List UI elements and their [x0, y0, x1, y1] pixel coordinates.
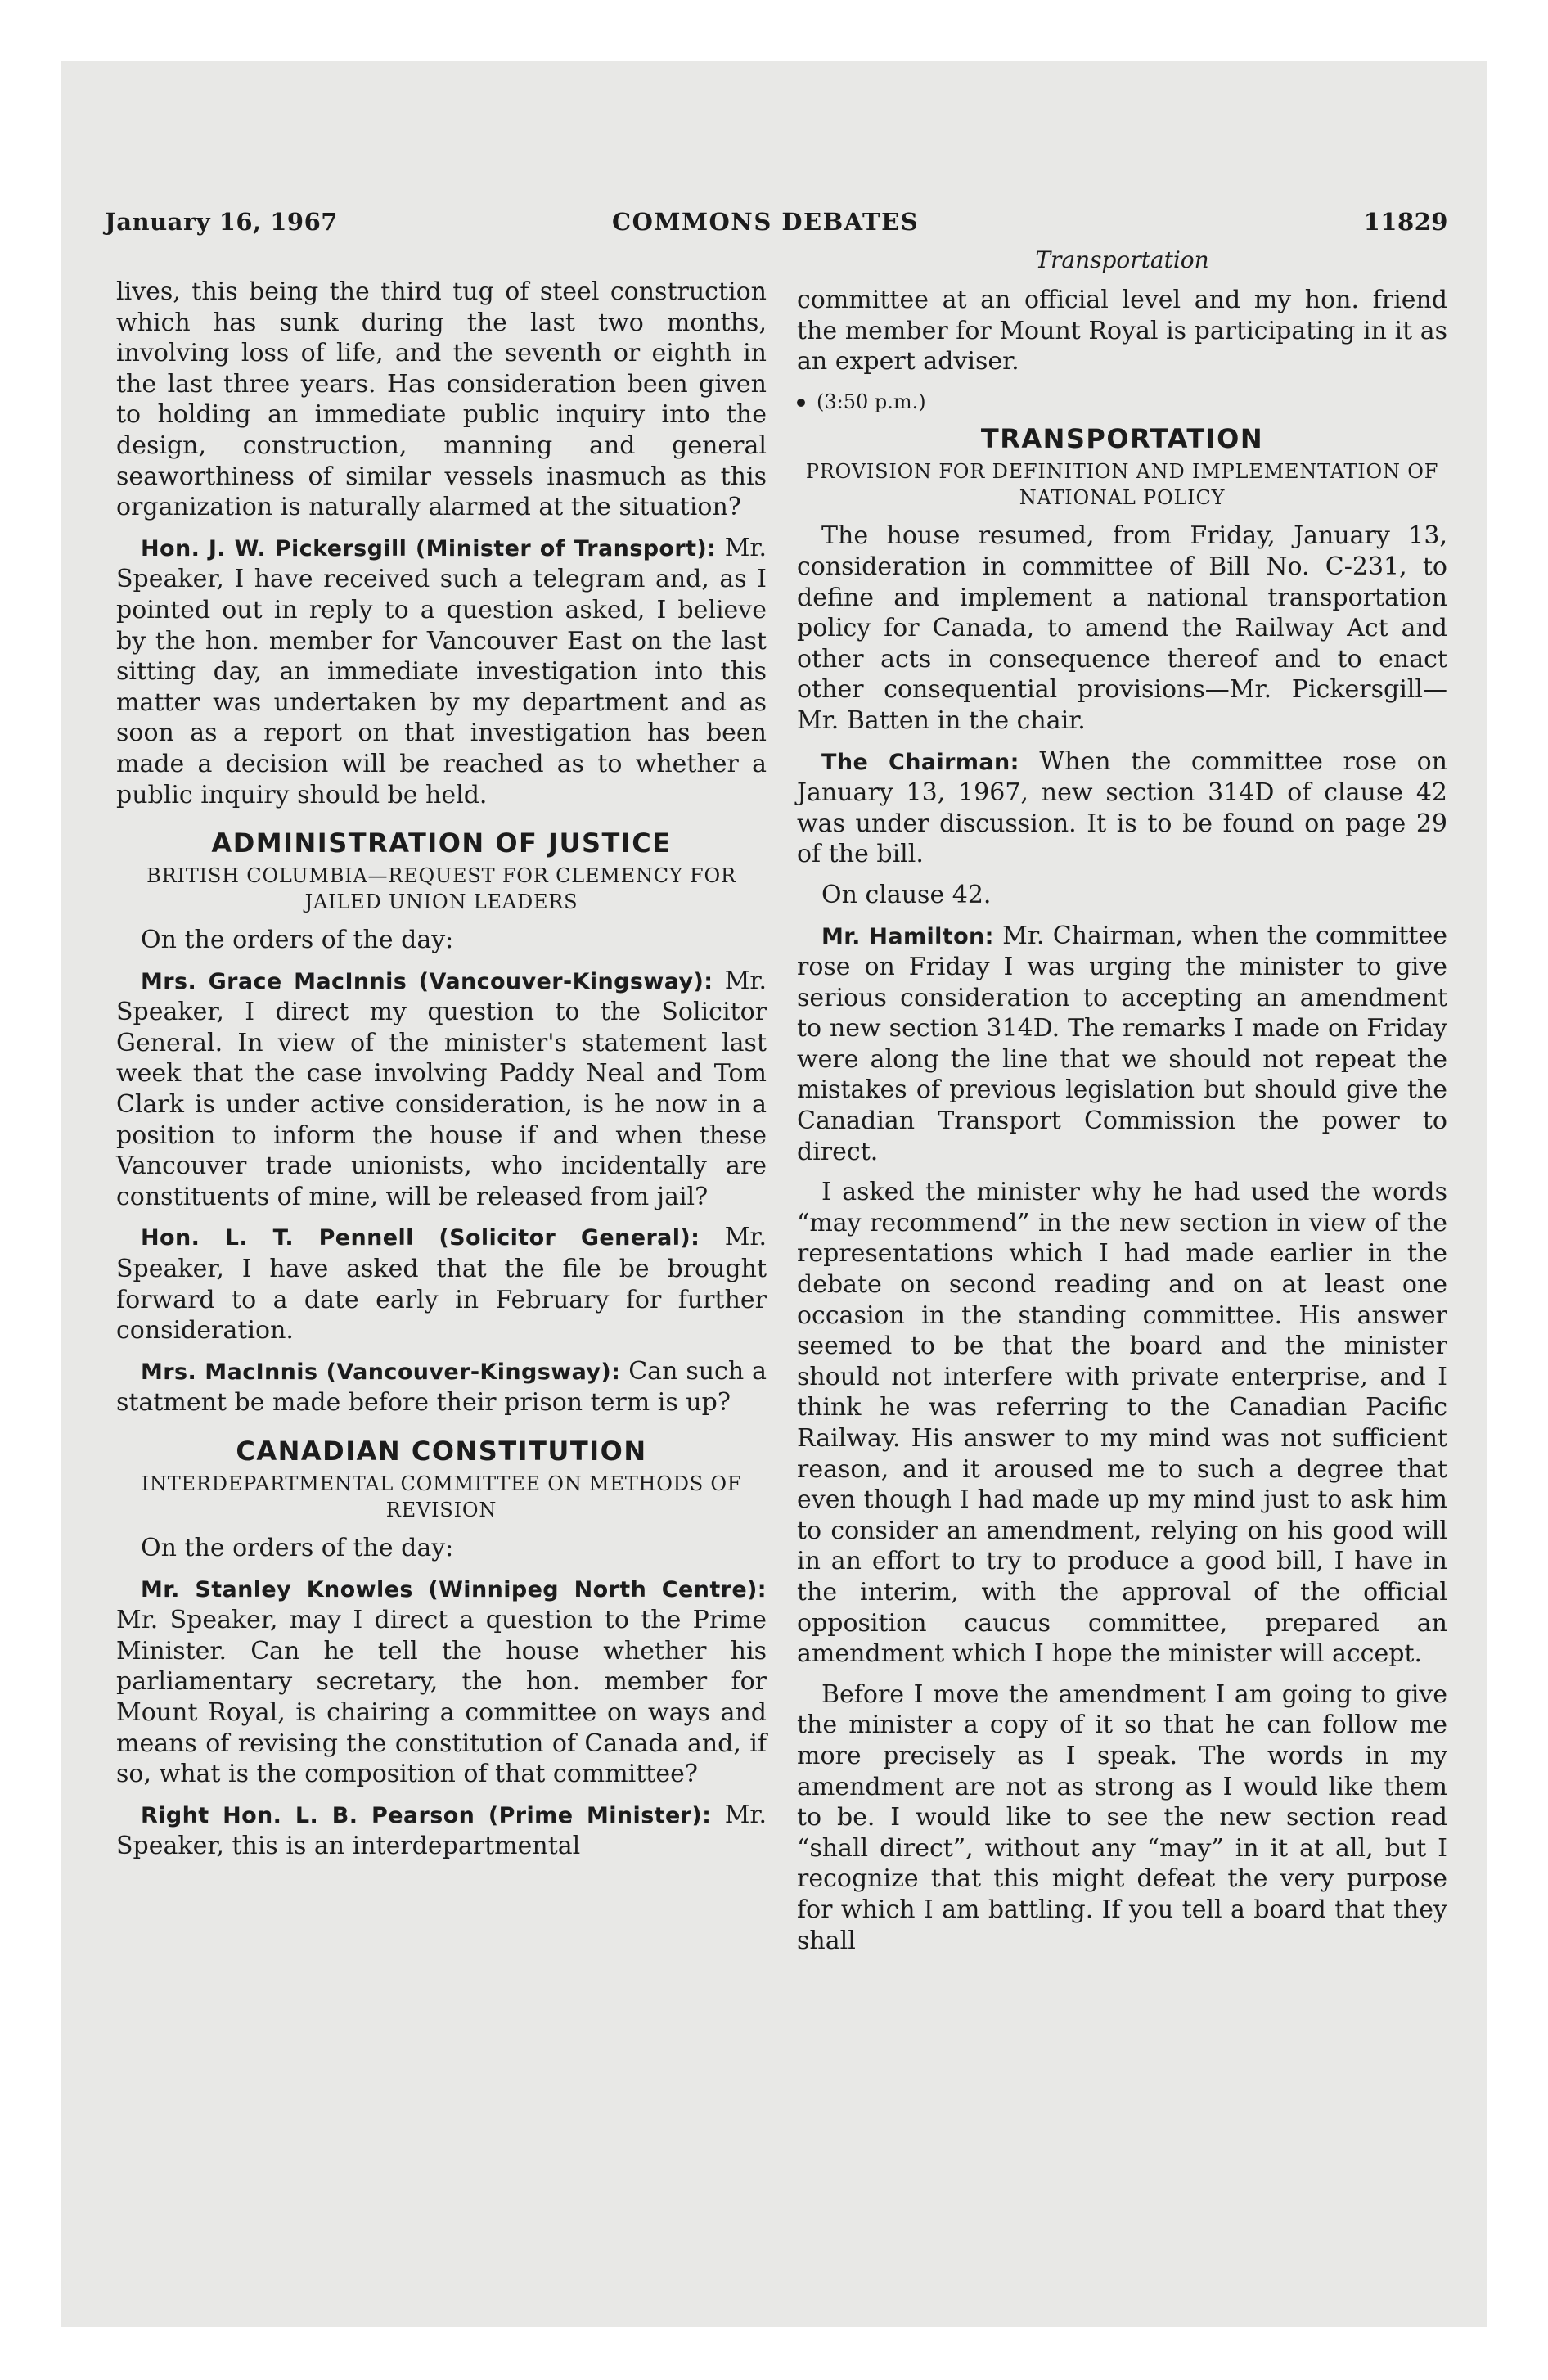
speech-macinnis-2: [116, 1356, 767, 1418]
subheading-clemency: BRITISH COLUMBIA—REQUEST FOR CLEMENCY FOR JAILED UNION LEADERS: [146, 864, 736, 914]
paragraph-resumed: The house resumed, from Friday, January 13, consideration in committee of Bill No. C-231, to define and implement a national transportation policy for Canada, to amend the Railway Act and other acts in consequence thereof and to enact other consequential provisions—Mr. Pickersgill—Mr. Batten in the chair.: [797, 521, 1447, 735]
speaker-name: Hon. J. W. Pickersgill (Minister of Transport):: [141, 535, 717, 561]
orders-of-day: On the orders of the day:: [141, 926, 454, 955]
section-heading-constitution: CANADIAN CONSTITUTION: [236, 1436, 647, 1467]
time-stamp: [797, 387, 1447, 418]
speech-text: Mr. Speaker, may I direct a question to the Prime Minister. Can he tell the house whether his parliamentary secretary, the hon. member for Mount Royal, is chairing a committee on ways and means of revising the constitution of Canada and, if so, what is the composition of that committee?: [116, 1606, 767, 1789]
paragraph-before: Before I move the amendment I am going to give the minister a copy of it so that he can follow me more precisely as I speak. The words in my amendment are not as strong as I would like them to be. I would like to see the new section read “shall direct”, without any “may” in it at all, but I recognize that this might defeat the very purpose for which I am battling. If you tell a board that they shall: [797, 1679, 1447, 1955]
speech-pearson: [116, 1800, 767, 1862]
speech-text: Mr. Speaker, I have asked that the file be brought forward to a date early in February for further consideration.: [116, 1223, 767, 1346]
speech-pickersgill: [116, 533, 767, 810]
paragraph-continued: lives, this being the third tug of steel construction which has sunk during the last two months, involving loss of life, and the seventh or eighth in the last three years. Has consideration been given to holding an immediate public inquiry into the design, construction, manning and general seaworthiness of similar vessels inasmuch as this organization is naturally alarmed at the situation?: [116, 277, 767, 522]
speaker-name: The Chairman:: [821, 749, 1019, 775]
speech-text: When the committee rose on January 13, 1967, new section 314D of clause 42 was under discussion. It is to be found on page 29 of the bill.: [797, 746, 1447, 869]
left-column: [116, 277, 767, 1862]
speaker-name: Mr. Stanley Knowles (Winnipeg North Centre):: [141, 1576, 767, 1602]
running-head: [105, 208, 1448, 241]
speech-macinnis-1: [116, 966, 767, 1213]
paragraph-asked: I asked the minister why he had used the words “may recommend” in the new section in view of the representations which I had made earlier in the debate on second reading and on at least one occasion in the standing committee. His answer seemed to be that the board and the minister should not interfere with private enterprise, and I think he was referring to the Canadian Pacific Railway. His answer to my mind was not sufficient reason, and it aroused me to such a degree that even though I had made up my mind just to ask him to consider an amendment, relying on his good will in an effort to try to produce a good bill, I have in the interim, with the approval of the official opposition caucus committee, prepared an amendment which I hope the minister will accept.: [797, 1178, 1447, 1669]
speech-text: Mr. Chairman, when the committee rose on Friday I was urging the minister to give serious consideration to accepting an amendment to new section 314D. The remarks I made on Friday were along the line that we should not repeat the mistakes of previous legislation but should give the Canadian Transport Commission the power to direct.: [797, 921, 1447, 1166]
speech-hamilton: [797, 921, 1447, 1168]
orders-of-day: On the orders of the day:: [141, 1534, 454, 1562]
bullet-icon: [797, 399, 805, 407]
page-number: 11829: [1363, 208, 1448, 236]
right-column: [797, 246, 1447, 1956]
paragraph-continued: committee at an official level and my hon. friend the member for Mount Royal is participating in it as an expert adviser.: [797, 286, 1447, 376]
speech-text: Mr. Speaker, I have received such a telegram and, as I pointed out in reply to a question asked, I believe by the hon. member for Vancouver East on the last sitting day, an immediate investigation into this matter was undertaken by my department and as soon as a report on that investigation has been made a decision will be reached as to whether a public inquiry should be held.: [116, 533, 767, 809]
speaker-name: Mrs. Grace MacInnis (Vancouver-Kingsway):: [141, 968, 713, 994]
speaker-name: Right Hon. L. B. Pearson (Prime Minister):: [141, 1802, 712, 1828]
speech-text: Mr. Speaker, this is an interdepartmental: [116, 1800, 767, 1861]
speaker-name: Mrs. MacInnis (Vancouver-Kingsway):: [141, 1359, 621, 1385]
section-heading-transportation: TRANSPORTATION: [980, 423, 1264, 455]
section-heading-justice: ADMINISTRATION OF JUSTICE: [211, 827, 672, 859]
speech-text: Can such a statment be made before their prison term is up?: [116, 1356, 767, 1418]
speech-chairman: [797, 746, 1447, 870]
speaker-name: Hon. L. T. Pennell (Solicitor General):: [141, 1225, 700, 1251]
time-text: (3:50 p.m.): [817, 390, 926, 413]
subheading-policy: PROVISION FOR DEFINITION AND IMPLEMENTATION OF NATIONAL POLICY: [805, 460, 1439, 510]
header-title: COMMONS DEBATES: [612, 208, 920, 236]
speech-knowles: [116, 1574, 767, 1790]
speech-text: Mr. Speaker, I direct my question to the Solicitor General. In view of the minister's statement last week that the case involving Paddy Neal and Tom Clark is under active consideration, is he now in a position to inform the house if and when these Vancouver trade unionists, who incidentally are constituents of mine, will be released from jail?: [116, 966, 767, 1211]
running-title: Transportation: [1035, 246, 1209, 273]
speaker-name: Mr. Hamilton:: [821, 923, 994, 949]
header-date: January 16, 1967: [105, 208, 338, 236]
speech-pennell: [116, 1222, 767, 1346]
subheading-revision: INTERDEPARTMENTAL COMMITTEE ON METHODS OF REVISION: [141, 1472, 742, 1521]
clause-line: On clause 42.: [821, 880, 992, 909]
